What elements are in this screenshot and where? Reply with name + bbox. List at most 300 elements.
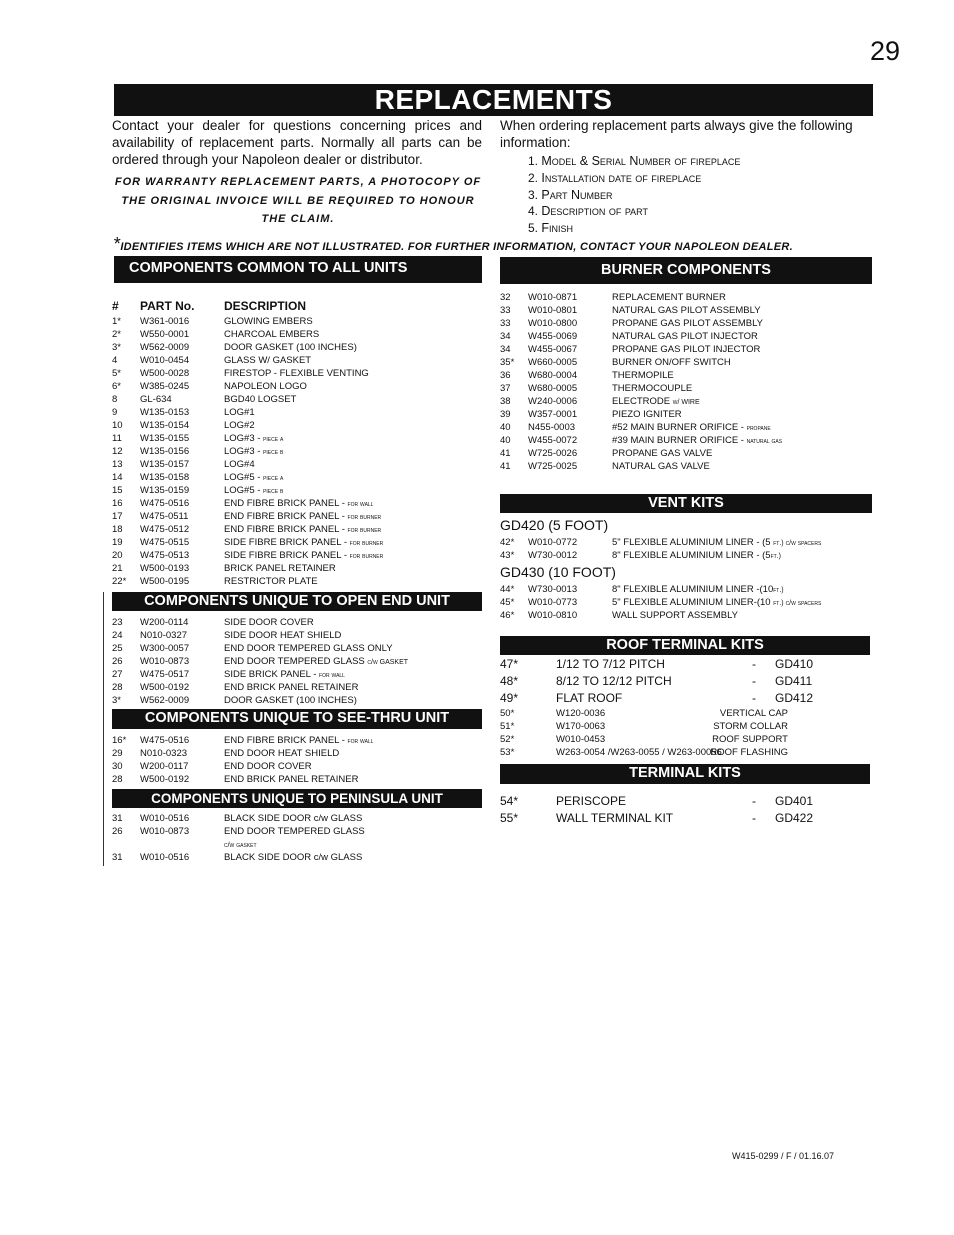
row-number: 3* xyxy=(112,695,121,706)
row-number: 41 xyxy=(500,448,511,459)
row-part-number: W475-0512 xyxy=(140,524,190,535)
row-description-text: NAPOLEON LOGO xyxy=(224,381,307,392)
row-number: 15 xyxy=(112,485,123,496)
row-description-text: GLASS W/ GASKET xyxy=(224,355,312,366)
row-description: ROOF FLASHING xyxy=(710,747,788,758)
row-description xyxy=(224,367,369,380)
row-description-text: NATURAL GAS PILOT ASSEMBLY xyxy=(612,305,761,316)
order-info-item xyxy=(528,170,740,187)
kit-code: GD411 xyxy=(775,674,813,688)
row-part-number: W135-0155 xyxy=(140,433,190,444)
row-description-text: DOOR GASKET (100 INCHES) xyxy=(224,695,357,706)
order-info-list xyxy=(528,153,740,237)
row-part-number: W475-0516 xyxy=(140,735,190,746)
kit-description: PERISCOPE xyxy=(556,794,627,808)
row-number: 9 xyxy=(112,407,118,418)
row-description xyxy=(224,406,255,419)
row-number: 3* xyxy=(112,342,121,353)
row-number: 1* xyxy=(112,316,121,327)
row-number: 22* xyxy=(112,576,127,587)
row-description-text: END DOOR HEAT SHIELD xyxy=(224,748,340,759)
open-end-heading: COMPONENTS UNIQUE TO OPEN END UNIT xyxy=(112,592,482,611)
row-number: 53* xyxy=(500,747,515,758)
row-number: 44* xyxy=(500,584,515,595)
vent-group-gd430: GD430 (10 FOOT) xyxy=(500,564,616,580)
row-description-text: SIDE DOOR HEAT SHIELD xyxy=(224,630,342,641)
row-description xyxy=(612,343,760,356)
row-description-text: LOG#5 - xyxy=(224,485,264,496)
kit-description: FLAT ROOF xyxy=(556,691,623,705)
row-part-number: W135-0159 xyxy=(140,485,190,496)
row-description-text: PROPANE GAS VALVE xyxy=(612,448,713,459)
kit-dash: - xyxy=(752,794,756,808)
row-part-number: W455-0072 xyxy=(528,435,578,446)
row-part-number: W730-0013 xyxy=(528,584,578,595)
row-description xyxy=(224,354,311,367)
row-description xyxy=(224,341,357,354)
intro-right-text: When ordering replacement parts always give the following information: xyxy=(500,118,853,150)
kit-dash: - xyxy=(752,811,756,825)
row-number: 51* xyxy=(500,721,515,732)
kit-number: 54* xyxy=(500,794,519,808)
row-description xyxy=(612,596,821,610)
row-description-text: WALL SUPPORT ASSEMBLY xyxy=(612,610,739,621)
row-part-number: W135-0154 xyxy=(140,420,190,431)
row-part-number: W300-0057 xyxy=(140,643,190,654)
row-description-text: RESTRICTOR PLATE xyxy=(224,576,318,587)
vent-kits-heading: VENT KITS xyxy=(500,494,872,513)
order-info-text: Installation date of fireplace xyxy=(541,170,702,185)
row-part-number: W010-0801 xyxy=(528,305,578,316)
footnote-text: IDENTIFIES ITEMS WHICH ARE NOT ILLUSTRATED. FOR FURTHER INFORMATION, CONTACT YOUR NAPOLEON DEALER. xyxy=(120,241,793,253)
row-description xyxy=(224,655,408,669)
row-part-number: W455-0069 xyxy=(528,331,578,342)
row-number: 37 xyxy=(500,383,511,394)
row-part-number: W500-0028 xyxy=(140,368,190,379)
row-part-number: W135-0157 xyxy=(140,459,190,470)
row-description-text: ELECTRODE xyxy=(612,396,673,407)
order-info-text: Model & Serial Number of fireplace xyxy=(541,154,741,168)
row-description-text: END DOOR COVER xyxy=(224,761,312,772)
row-description xyxy=(612,304,761,317)
row-description xyxy=(612,609,738,622)
row-description-text: BRICK PANEL RETAINER xyxy=(224,563,336,574)
row-part-number: W010-0873 xyxy=(140,826,190,837)
row-description xyxy=(224,616,314,629)
row-description-note: piece a xyxy=(263,475,284,482)
footnote-star: * xyxy=(113,234,121,254)
row-number: 5* xyxy=(112,368,121,379)
row-description-text: END FIBRE BRICK PANEL - xyxy=(224,498,348,509)
row-description-text: END DOOR TEMPERED GLASS xyxy=(224,826,365,837)
row-number: 28 xyxy=(112,774,123,785)
row-part-number: N010-0327 xyxy=(140,630,188,641)
row-part-number: W010-0810 xyxy=(528,610,578,621)
row-part-number: N010-0323 xyxy=(140,748,188,759)
row-number: 40 xyxy=(500,422,511,433)
row-description-suffix: c/w spacers xyxy=(783,540,822,547)
order-info-text: Part Number xyxy=(541,187,613,202)
row-number: 28 xyxy=(112,682,123,693)
row-description xyxy=(224,575,318,588)
row-description xyxy=(612,330,758,343)
row-number: 32 xyxy=(500,292,511,303)
row-number: 35* xyxy=(500,357,515,368)
row-part-number: W500-0192 xyxy=(140,774,190,785)
row-number: 29 xyxy=(112,748,123,759)
row-number: 33 xyxy=(500,318,511,329)
order-info-item xyxy=(528,187,740,204)
row-number: 38 xyxy=(500,396,511,407)
row-number: 23 xyxy=(112,617,123,628)
order-info-item xyxy=(528,203,740,220)
row-part-number: W680-0005 xyxy=(528,383,578,394)
row-description xyxy=(224,760,312,773)
row-description xyxy=(224,812,362,825)
row-part-number: W475-0513 xyxy=(140,550,190,561)
row-part-number: W010-0800 xyxy=(528,318,578,329)
row-description-note: piece b xyxy=(263,488,284,495)
row-part-number: W660-0005 xyxy=(528,357,578,368)
row-description-note: for burner xyxy=(347,514,382,521)
row-description-text: THERMOCOUPLE xyxy=(612,383,693,394)
row-description-note: propane xyxy=(746,425,771,432)
row-description xyxy=(224,458,255,471)
row-description xyxy=(224,497,373,511)
page-title: REPLACEMENTS xyxy=(114,84,873,116)
intro-left-text: Contact your dealer for questions concerning prices and availability of replacement parts. Normally all parts can be ordered through your Napoleon dealer or distributor. xyxy=(112,118,482,167)
order-info-item xyxy=(528,153,740,170)
row-description-text: LOG#4 xyxy=(224,459,255,470)
row-number: 25 xyxy=(112,643,123,654)
vent-group-gd420: GD420 (5 FOOT) xyxy=(500,517,609,533)
row-part-number: W263-0054 /W263-0055 / W263-00056 xyxy=(556,747,722,758)
row-number: 14 xyxy=(112,472,123,483)
row-description-note: natural gas xyxy=(746,438,783,445)
row-description-note: ft.) xyxy=(773,540,784,547)
row-number: 34 xyxy=(500,331,511,342)
row-description-text: LOG#1 xyxy=(224,407,255,418)
roof-terminal-kits-heading: ROOF TERMINAL KITS xyxy=(500,636,870,655)
row-part-number: W475-0517 xyxy=(140,669,190,680)
row-part-number: W010-0516 xyxy=(140,852,190,863)
kit-dash: - xyxy=(752,674,756,688)
row-description-note: for wall xyxy=(347,501,374,508)
row-number: 43* xyxy=(500,550,515,561)
row-description xyxy=(224,825,365,838)
see-thru-heading: COMPONENTS UNIQUE TO SEE-THRU UNIT xyxy=(112,709,482,729)
row-description-text: 5" FLEXIBLE ALUMINIUM LINER-(10 xyxy=(612,597,774,608)
row-number: 8 xyxy=(112,394,118,405)
row-description-text: #39 MAIN BURNER ORIFICE - xyxy=(612,435,747,446)
row-number: 34 xyxy=(500,344,511,355)
kit-number: 49* xyxy=(500,691,519,705)
row-number: 27 xyxy=(112,669,123,680)
row-description-note: ft.) xyxy=(773,587,784,594)
row-description xyxy=(612,434,782,448)
common-components-heading: COMPONENTS COMMON TO ALL UNITS xyxy=(114,256,482,283)
row-part-number: W475-0516 xyxy=(140,498,190,509)
order-info-number: 2. xyxy=(528,170,539,185)
row-description-note: ft.) xyxy=(773,600,784,607)
row-description-note: for burner xyxy=(349,540,384,547)
col-part-header: PART No. xyxy=(140,299,195,313)
row-number: 13 xyxy=(112,459,123,470)
row-description-note: c/w xyxy=(367,659,378,666)
row-part-number: W010-0454 xyxy=(140,355,190,366)
row-description xyxy=(224,549,383,563)
row-part-number: W010-0772 xyxy=(528,537,578,548)
row-description-text: GLOWING EMBERS xyxy=(224,316,313,327)
row-part-number: W010-0873 xyxy=(140,656,190,667)
row-description xyxy=(224,445,283,459)
row-number: 16 xyxy=(112,498,123,509)
row-description-note: ft.) xyxy=(770,553,781,560)
row-number: 46* xyxy=(500,610,515,621)
row-description-text: REPLACEMENT BURNER xyxy=(612,292,726,303)
row-description xyxy=(612,460,710,473)
row-description xyxy=(224,419,255,432)
row-description-text: LOG#5 - xyxy=(224,472,264,483)
row-number: 10 xyxy=(112,420,123,431)
row-description xyxy=(612,408,682,421)
row-part-number: GL-634 xyxy=(140,394,172,405)
peninsula-heading: COMPONENTS UNIQUE TO PENINSULA UNIT xyxy=(112,789,482,808)
row-number: 26 xyxy=(112,826,123,837)
row-description-text: DOOR GASKET (100 INCHES) xyxy=(224,342,357,353)
row-number: 40 xyxy=(500,435,511,446)
row-description xyxy=(612,536,821,550)
row-part-number: W135-0158 xyxy=(140,472,190,483)
row-part-number: W475-0511 xyxy=(140,511,189,522)
row-description: ROOF SUPPORT xyxy=(712,734,788,745)
row-description-text: 5" FLEXIBLE ALUMINIUM LINER - (5 xyxy=(612,537,774,548)
kit-dash: - xyxy=(752,657,756,671)
kit-number: 47* xyxy=(500,657,519,671)
row-description-text: END FIBRE BRICK PANEL - xyxy=(224,524,348,535)
row-number: 30 xyxy=(112,761,123,772)
row-description-suffix: GASKET xyxy=(377,659,409,666)
row-description-text: LOG#2 xyxy=(224,420,255,431)
row-part-number: W455-0067 xyxy=(528,344,578,355)
row-description xyxy=(224,629,341,642)
row-description-text: 8" FLEXIBLE ALUMINIUM LINER - (5 xyxy=(612,550,771,561)
row-part-number: W010-0516 xyxy=(140,813,190,824)
order-info-text: Finish xyxy=(541,221,573,236)
row-number: 17 xyxy=(112,511,123,522)
row-number: 45* xyxy=(500,597,515,608)
row-description xyxy=(224,681,358,694)
row-number: 42* xyxy=(500,537,515,548)
row-description-text: 8" FLEXIBLE ALUMINIUM LINER -(10 xyxy=(612,584,774,595)
row-description xyxy=(612,549,781,563)
row-description xyxy=(224,523,381,537)
row-description xyxy=(224,380,307,393)
row-description xyxy=(224,851,362,864)
row-part-number: W240-0006 xyxy=(528,396,578,407)
kit-number: 48* xyxy=(500,674,519,688)
row-description xyxy=(224,315,313,328)
burner-components-heading: BURNER COMPONENTS xyxy=(500,257,872,284)
row-description xyxy=(224,536,383,550)
row-part-number: W500-0195 xyxy=(140,576,190,587)
kit-code: GD410 xyxy=(775,657,814,671)
row-part-number: N455-0003 xyxy=(528,422,576,433)
row-description-text: BURNER ON/OFF SWITCH xyxy=(612,357,731,368)
row-number: 20 xyxy=(112,550,123,561)
row-description-text: END DOOR TEMPERED GLASS ONLY xyxy=(224,643,393,654)
row-description xyxy=(224,471,283,485)
row-description xyxy=(224,838,257,852)
row-number: 12 xyxy=(112,446,123,457)
row-description xyxy=(224,747,339,760)
row-part-number: W361-0016 xyxy=(140,316,190,327)
row-description xyxy=(224,694,357,707)
row-number: 52* xyxy=(500,734,515,745)
row-description-note: for wall xyxy=(347,738,374,745)
row-description-note: for burner xyxy=(349,553,384,560)
row-part-number: W475-0515 xyxy=(140,537,190,548)
row-number: 2* xyxy=(112,329,121,340)
terminal-kits-heading: TERMINAL KITS xyxy=(500,764,870,784)
row-description: VERTICAL CAP xyxy=(719,708,788,719)
row-description-text: BLACK SIDE DOOR c/w GLASS xyxy=(224,852,363,863)
row-description-text: PIEZO IGNITER xyxy=(612,409,682,420)
warranty-note: FOR WARRANTY REPLACEMENT PARTS, A PHOTOCOPY OF THE ORIGINAL INVOICE WILL BE REQUIRED TO HONOUR THE CLAIM. xyxy=(114,176,482,225)
row-description-text: END FIBRE BRICK PANEL - xyxy=(224,735,348,746)
left-margin-rule xyxy=(103,592,104,866)
row-description xyxy=(224,734,373,748)
row-number: 24 xyxy=(112,630,123,641)
row-description xyxy=(612,369,674,382)
row-description xyxy=(612,583,784,597)
row-part-number: W725-0026 xyxy=(528,448,578,459)
row-description-suffix: WIRE xyxy=(679,399,700,406)
order-info-number: 5. xyxy=(528,221,539,236)
row-description-note: c/w gasket xyxy=(224,842,257,849)
row-description xyxy=(224,484,283,498)
row-description-text: FIRESTOP - FLEXIBLE VENTING xyxy=(224,368,369,379)
row-description-note: piece b xyxy=(263,449,284,456)
row-part-number: W200-0114 xyxy=(140,617,189,628)
row-description-text: CHARCOAL EMBERS xyxy=(224,329,320,340)
row-description-text: END FIBRE BRICK PANEL - xyxy=(224,511,348,522)
document-code: W415-0299 / F / 01.16.07 xyxy=(732,1151,835,1161)
col-desc-header: DESCRIPTION xyxy=(224,299,307,313)
row-description-note: for wall xyxy=(319,672,345,679)
row-description: STORM COLLAR xyxy=(713,721,788,732)
row-description xyxy=(224,393,296,406)
row-part-number: W385-0245 xyxy=(140,381,190,392)
order-info-number: 1. xyxy=(528,154,539,168)
row-number: 41 xyxy=(500,461,511,472)
row-number: 33 xyxy=(500,305,511,316)
row-part-number: W725-0025 xyxy=(528,461,578,472)
row-part-number: W010-0871 xyxy=(528,292,578,303)
row-part-number: W680-0004 xyxy=(528,370,578,381)
order-info-text: Description of part xyxy=(541,204,649,219)
row-description-text: LOG#3 - xyxy=(224,446,264,457)
row-description-note: w/ xyxy=(672,399,680,406)
row-description xyxy=(224,328,319,341)
row-description-text: THERMOPILE xyxy=(612,370,674,381)
row-part-number: W562-0009 xyxy=(140,695,190,706)
row-part-number: W120-0036 xyxy=(556,708,606,719)
kit-dash: - xyxy=(752,691,756,705)
row-part-number: W170-0063 xyxy=(556,721,606,732)
row-part-number: W730-0012 xyxy=(528,550,578,561)
row-part-number: W010-0773 xyxy=(528,597,578,608)
row-description xyxy=(224,668,345,682)
row-description-suffix: c/w spacers xyxy=(783,600,822,607)
row-number: 36 xyxy=(500,370,511,381)
row-part-number: W550-0001 xyxy=(140,329,190,340)
row-description-text: END BRICK PANEL RETAINER xyxy=(224,682,359,693)
row-description-text: SIDE FIBRE BRICK PANEL - xyxy=(224,550,350,561)
row-description xyxy=(612,447,712,460)
row-number: 26 xyxy=(112,656,123,667)
order-info-number: 3. xyxy=(528,187,539,202)
row-number: 31 xyxy=(112,813,123,824)
row-description xyxy=(612,356,731,369)
row-description-text: SIDE FIBRE BRICK PANEL - xyxy=(224,537,350,548)
row-description-text: PROPANE GAS PILOT ASSEMBLY xyxy=(612,318,763,329)
row-description xyxy=(612,382,692,395)
row-description-text: SIDE DOOR COVER xyxy=(224,617,314,628)
page-number: 29 xyxy=(869,36,900,66)
row-part-number: W562-0009 xyxy=(140,342,190,353)
row-description xyxy=(612,291,726,304)
row-description xyxy=(224,562,336,575)
kit-code: GD412 xyxy=(775,691,814,705)
row-part-number: W200-0117 xyxy=(140,761,189,772)
kit-code: GD401 xyxy=(775,794,814,808)
order-info-number: 4. xyxy=(528,204,539,219)
row-number: 6* xyxy=(112,381,121,392)
col-num-header: # xyxy=(112,299,119,313)
kit-number: 55* xyxy=(500,811,519,825)
kit-code: GD422 xyxy=(775,811,814,825)
row-part-number: W357-0001 xyxy=(528,409,578,420)
row-description-note: piece a xyxy=(263,436,284,443)
row-part-number: W010-0453 xyxy=(556,734,606,745)
kit-description: 1/12 TO 7/12 PITCH xyxy=(556,657,665,671)
row-description xyxy=(224,773,358,786)
row-number: 31 xyxy=(112,852,123,863)
row-number: 11 xyxy=(112,433,122,444)
row-number: 4 xyxy=(112,355,118,366)
row-description-text: LOG#3 - xyxy=(224,433,264,444)
row-number: 19 xyxy=(112,537,123,548)
row-description-text: END DOOR TEMPERED GLASS xyxy=(224,656,368,667)
footnote xyxy=(113,234,883,255)
row-description xyxy=(612,421,771,435)
row-description-note: for burner xyxy=(347,527,382,534)
row-description xyxy=(224,510,381,524)
row-number: 21 xyxy=(112,563,123,574)
row-number: 16* xyxy=(112,735,127,746)
row-description-text: BGD40 LOGSET xyxy=(224,394,297,405)
kit-description: WALL TERMINAL KIT xyxy=(556,811,674,825)
row-description-text: END BRICK PANEL RETAINER xyxy=(224,774,359,785)
row-description-text: #52 MAIN BURNER ORIFICE - xyxy=(612,422,747,433)
row-description-text: PROPANE GAS PILOT INJECTOR xyxy=(612,344,761,355)
row-part-number: W135-0153 xyxy=(140,407,190,418)
row-description xyxy=(612,395,700,409)
row-part-number: W135-0156 xyxy=(140,446,190,457)
row-number: 39 xyxy=(500,409,511,420)
row-number: 18 xyxy=(112,524,123,535)
